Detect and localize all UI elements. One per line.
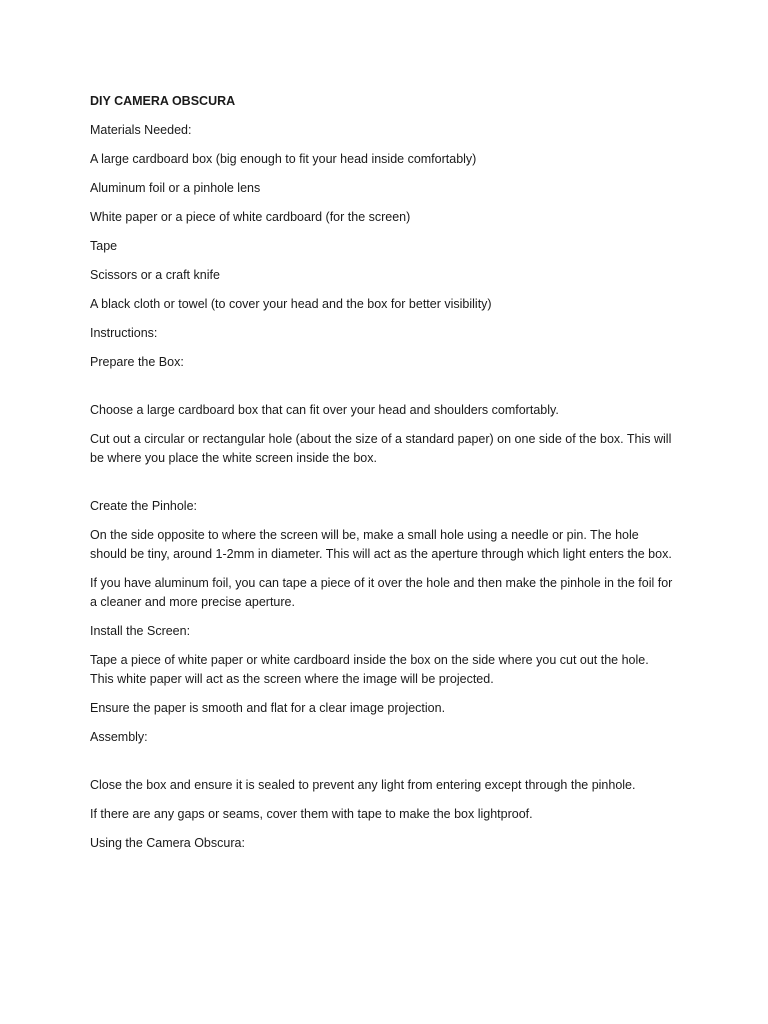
screen-step: Tape a piece of white paper or white cardboard inside the box on the side where you cut out the hole. This white paper will act as the screen where the image will be projected. (90, 653, 649, 686)
material-item: A large cardboard box (big enough to fit your head inside comfortably) (90, 152, 477, 166)
screen-heading: Install the Screen: (90, 624, 191, 638)
prepare-step: Cut out a circular or rectangular hole (about the size of a standard paper) on one side of the box. This will be where you place the white screen inside the box. (90, 432, 672, 465)
pinhole-step: If you have aluminum foil, you can tape a piece of it over the hole and then make the pinhole in the foil for a cleaner and more precise aperture. (90, 576, 673, 609)
assembly-step: If there are any gaps or seams, cover them with tape to make the box lightproof. (90, 807, 533, 821)
materials-heading: Materials Needed: (90, 123, 192, 137)
material-item: Tape (90, 239, 118, 253)
material-item: White paper or a piece of white cardboard (for the screen) (90, 210, 411, 224)
document-title: DIY CAMERA OBSCURA (90, 94, 236, 108)
material-item: A black cloth or towel (to cover your head and the box for better visibility) (90, 297, 492, 311)
instructions-heading: Instructions: (90, 326, 158, 340)
pinhole-step: On the side opposite to where the screen will be, make a small hole using a needle or pin. The hole should be tiny, around 1-2mm in diameter. This will act as the aperture through which light enters the box. (90, 528, 672, 561)
assembly-step: Close the box and ensure it is sealed to prevent any light from entering except through the pinhole. (90, 778, 636, 792)
document-page (90, 92, 675, 863)
material-item: Scissors or a craft knife (90, 268, 220, 282)
prepare-step: Choose a large cardboard box that can fit over your head and shoulders comfortably. (90, 403, 559, 417)
pinhole-heading: Create the Pinhole: (90, 499, 198, 513)
screen-step: Ensure the paper is smooth and flat for a clear image projection. (90, 701, 446, 715)
prepare-heading: Prepare the Box: (90, 355, 184, 369)
assembly-heading: Assembly: (90, 730, 148, 744)
using-heading: Using the Camera Obscura: (90, 836, 245, 850)
material-item: Aluminum foil or a pinhole lens (90, 181, 261, 195)
